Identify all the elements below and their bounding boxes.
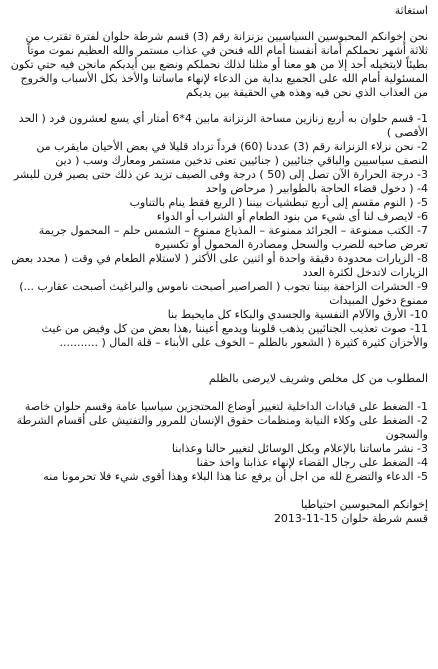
document-title: استغاثة <box>394 4 428 17</box>
closing-place-date: قسم شرطة حلوان 15-11-2013 <box>273 512 428 525</box>
demands-title: المطلوب من كل مخلص وشريف لايرضى بالظلم <box>208 372 428 385</box>
section-gap <box>8 354 428 372</box>
problem-item: 1- قسم حلوان به أربع زنازين مساحة الزنزانة مابين 4*6 أمتار أي يسع لعشرون فرد ( الحد الأقصى ) <box>18 112 428 139</box>
problem-item: 2- نحن نزلاء الزنزانة رقم (3) عددنا (60) فرداً تزداد قليلا في بعض الأحيان مايقرب من النصف سياسيين والباقي جنائيين ( جنائيين تعنى تدخين مستمر ومعارك وسب ( دين <box>36 140 428 167</box>
problem-item: 6- لايصرف لنا أى شيء من بنود الطعام أو الشراب أو الدواء <box>156 210 428 223</box>
problem-item: 5- ( النوم مقسم إلى أربع تبطشيات بيننا ( الربع فقط ينام بالتناوب <box>129 196 428 209</box>
problem-item: 4- ( دخول قضاء الحاجة بالطوابير ( مرحاض واحد <box>205 182 428 195</box>
demand-item: 1- الضغط على قيادات الداخلية لتغيير أوضاع المحتجزين سياسيا عامة وقسم حلوان خاصة <box>24 400 428 413</box>
problem-item: 3- درجة الحرارة الآن تصل إلى (50 ) درجة وفى الصيف تزيد عن ذلك حتى يصير فرن للبشر <box>13 168 428 181</box>
demand-item: 4- الضغط على رجال القضاء لإنهاء عذابنا واخذ حقنا <box>196 456 428 469</box>
problem-item: 10- الأرق والآلام النفسية والجسدي والبكاء كل مايحيط بنا <box>167 308 428 321</box>
demand-item: 3- نشر ماساتنا بالإعلام وبكل الوسائل لتغيير حالنا وعذابنا <box>171 442 428 455</box>
problem-item: 11- صوت تعذيب الجنائيين يذهب قلوبنا ويدمع أعيننا ,هذا بعض من كل وفيض من غيث والأحزان كثيرة كثيرة ( الشعور بالظلم – الخوف على الأبناء – قلة المال ( ........... <box>41 322 428 349</box>
demand-item: 5- الدعاء والتضرع لله من اجل أن يرفع عنا هذا البلاء وهذا أقوى شيء فلا تحرمونا منه <box>43 470 428 483</box>
demands-list <box>8 400 428 484</box>
problem-item: 7- الكتب ممنوعة – الجرائد ممنوعة – المذياع ممنوع – الشمس حلم – المحمول جريمة تعرض صاحبه للضرب والسحل ومصادرة المحمول أو تكسيره <box>38 224 428 251</box>
problem-item: 8- الزيارات محدودة دقيقة واحدة أو اثنين على الأكثر ( لاستلام الطعام في وقت ( محدد بعض الزيارات لاتدخل لكثرة العدد <box>11 252 428 279</box>
intro-paragraph: نحن إخوانكم المحبوسين السياسيين بزنزانة رقم (3) قسم شرطة حلوان لفترة تقترب من ثلاثة أشهر نحملكم أمانة أنفسنا أمام الله فنحن في عذاب مستمر والله العظيم نموت موتاً بطيئاً لايتخيله أحد إلا من هو معنا أو مثلنا لذلك نحملكم ونضع بين أيديكم مانحن فيه حتي تكون المسئولية أمام الله على الجميع بداية من الدعاء لإنهاء ماساتنا والأخذ بكل الأسباب والخروج من العذاب الذي نحن فيه وهذه هي الحقيقة بين يديكم <box>10 30 428 99</box>
problem-item: 9- الحشرات الزاحفة بيننا تجوب ( الصراصير أصبحت ناموس والبراغيث أصبحت عقارب ...) ممنوع دخول المبيدات <box>19 280 428 307</box>
closing-signature: إخوانكم المحبوسين احتياطيا <box>300 498 428 511</box>
demand-item: 2- الضغط على وكلاء النيابة ومنظمات حقوق الإنسان للمرور والتفتيش على أقسام الشرطة والسجون <box>16 414 428 441</box>
closing-block <box>8 498 428 526</box>
problems-list <box>8 112 428 350</box>
